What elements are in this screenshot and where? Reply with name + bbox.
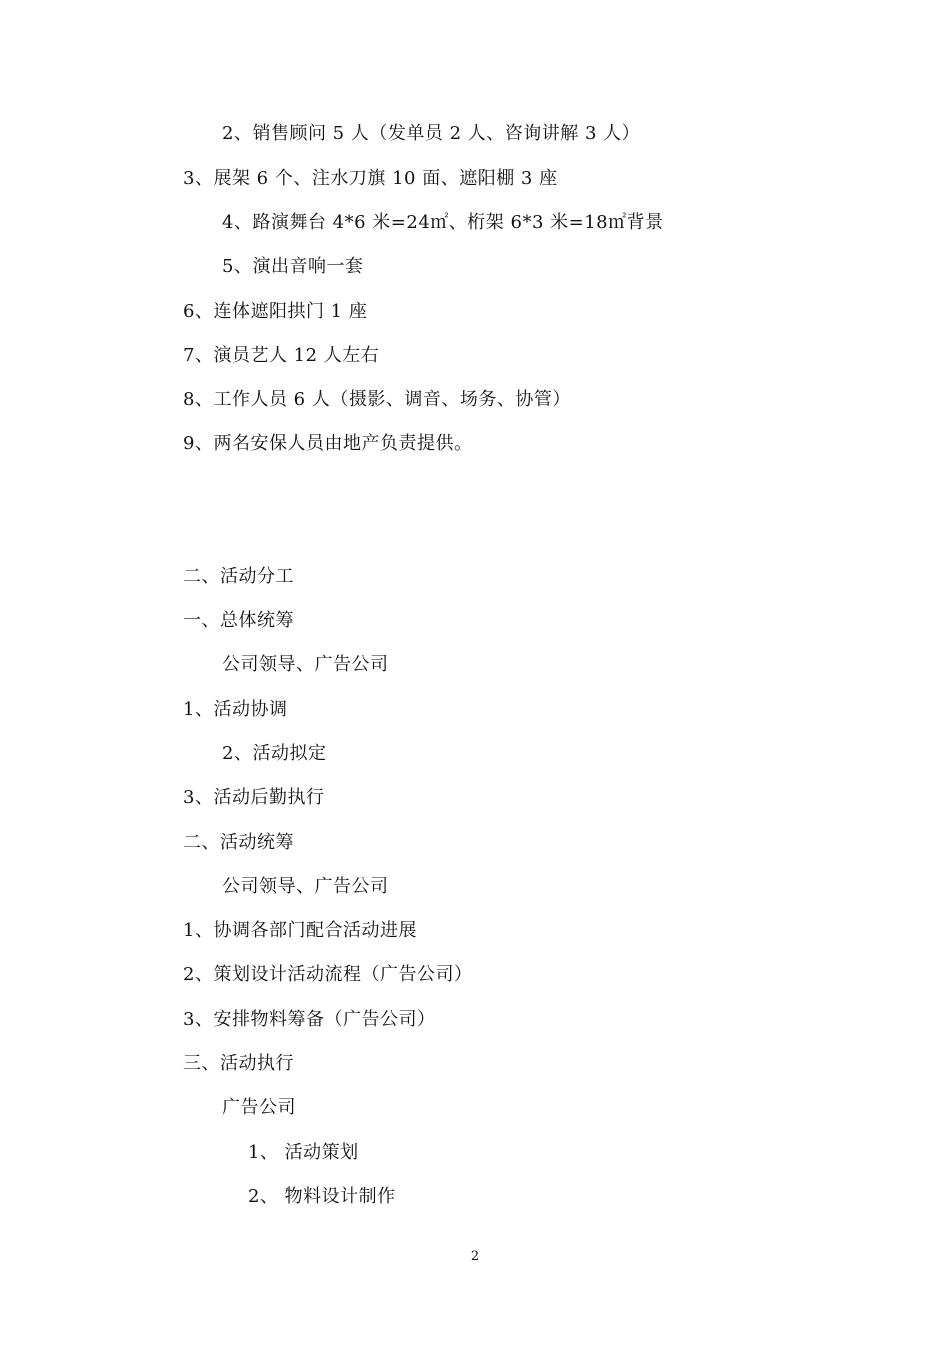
text-line: 3、安排物料筹备（广告公司） bbox=[183, 1009, 436, 1030]
text-line: 1、 活动策划 bbox=[248, 1142, 359, 1163]
subsection-heading: 三、活动执行 bbox=[183, 1053, 294, 1074]
text-line: 8、工作人员 6 人（摄影、调音、场务、协管） bbox=[183, 389, 571, 410]
text-line: 1、活动协调 bbox=[183, 699, 288, 720]
page-number: 2 bbox=[470, 1249, 480, 1264]
text-line: 5、演出音响一套 bbox=[222, 256, 364, 277]
text-line: 3、活动后勤执行 bbox=[183, 787, 325, 808]
subsection-heading: 二、活动统筹 bbox=[183, 832, 294, 853]
text-line: 1、协调各部门配合活动进展 bbox=[183, 920, 417, 941]
text-line: 3、展架 6 个、注水刀旗 10 面、遮阳棚 3 座 bbox=[183, 168, 558, 189]
section-heading: 二、活动分工 bbox=[183, 566, 294, 587]
text-line: 9、两名安保人员由地产负责提供。 bbox=[183, 433, 473, 454]
text-line: 公司领导、广告公司 bbox=[222, 654, 389, 675]
text-line: 2、销售顾问 5 人（发单员 2 人、咨询讲解 3 人） bbox=[222, 123, 641, 144]
text-line: 4、路演舞台 4*6 米=24㎡、桁架 6*3 米=18㎡背景 bbox=[222, 212, 664, 233]
text-line: 2、活动拟定 bbox=[222, 743, 327, 764]
text-line: 广告公司 bbox=[222, 1097, 296, 1118]
text-line: 2、 物料设计制作 bbox=[248, 1186, 396, 1207]
text-line: 7、演员艺人 12 人左右 bbox=[183, 345, 380, 366]
text-line: 6、连体遮阳拱门 1 座 bbox=[183, 301, 368, 322]
subsection-heading: 一、总体统筹 bbox=[183, 610, 294, 631]
text-line: 公司领导、广告公司 bbox=[222, 876, 389, 897]
text-line: 2、策划设计活动流程（广告公司） bbox=[183, 964, 473, 985]
